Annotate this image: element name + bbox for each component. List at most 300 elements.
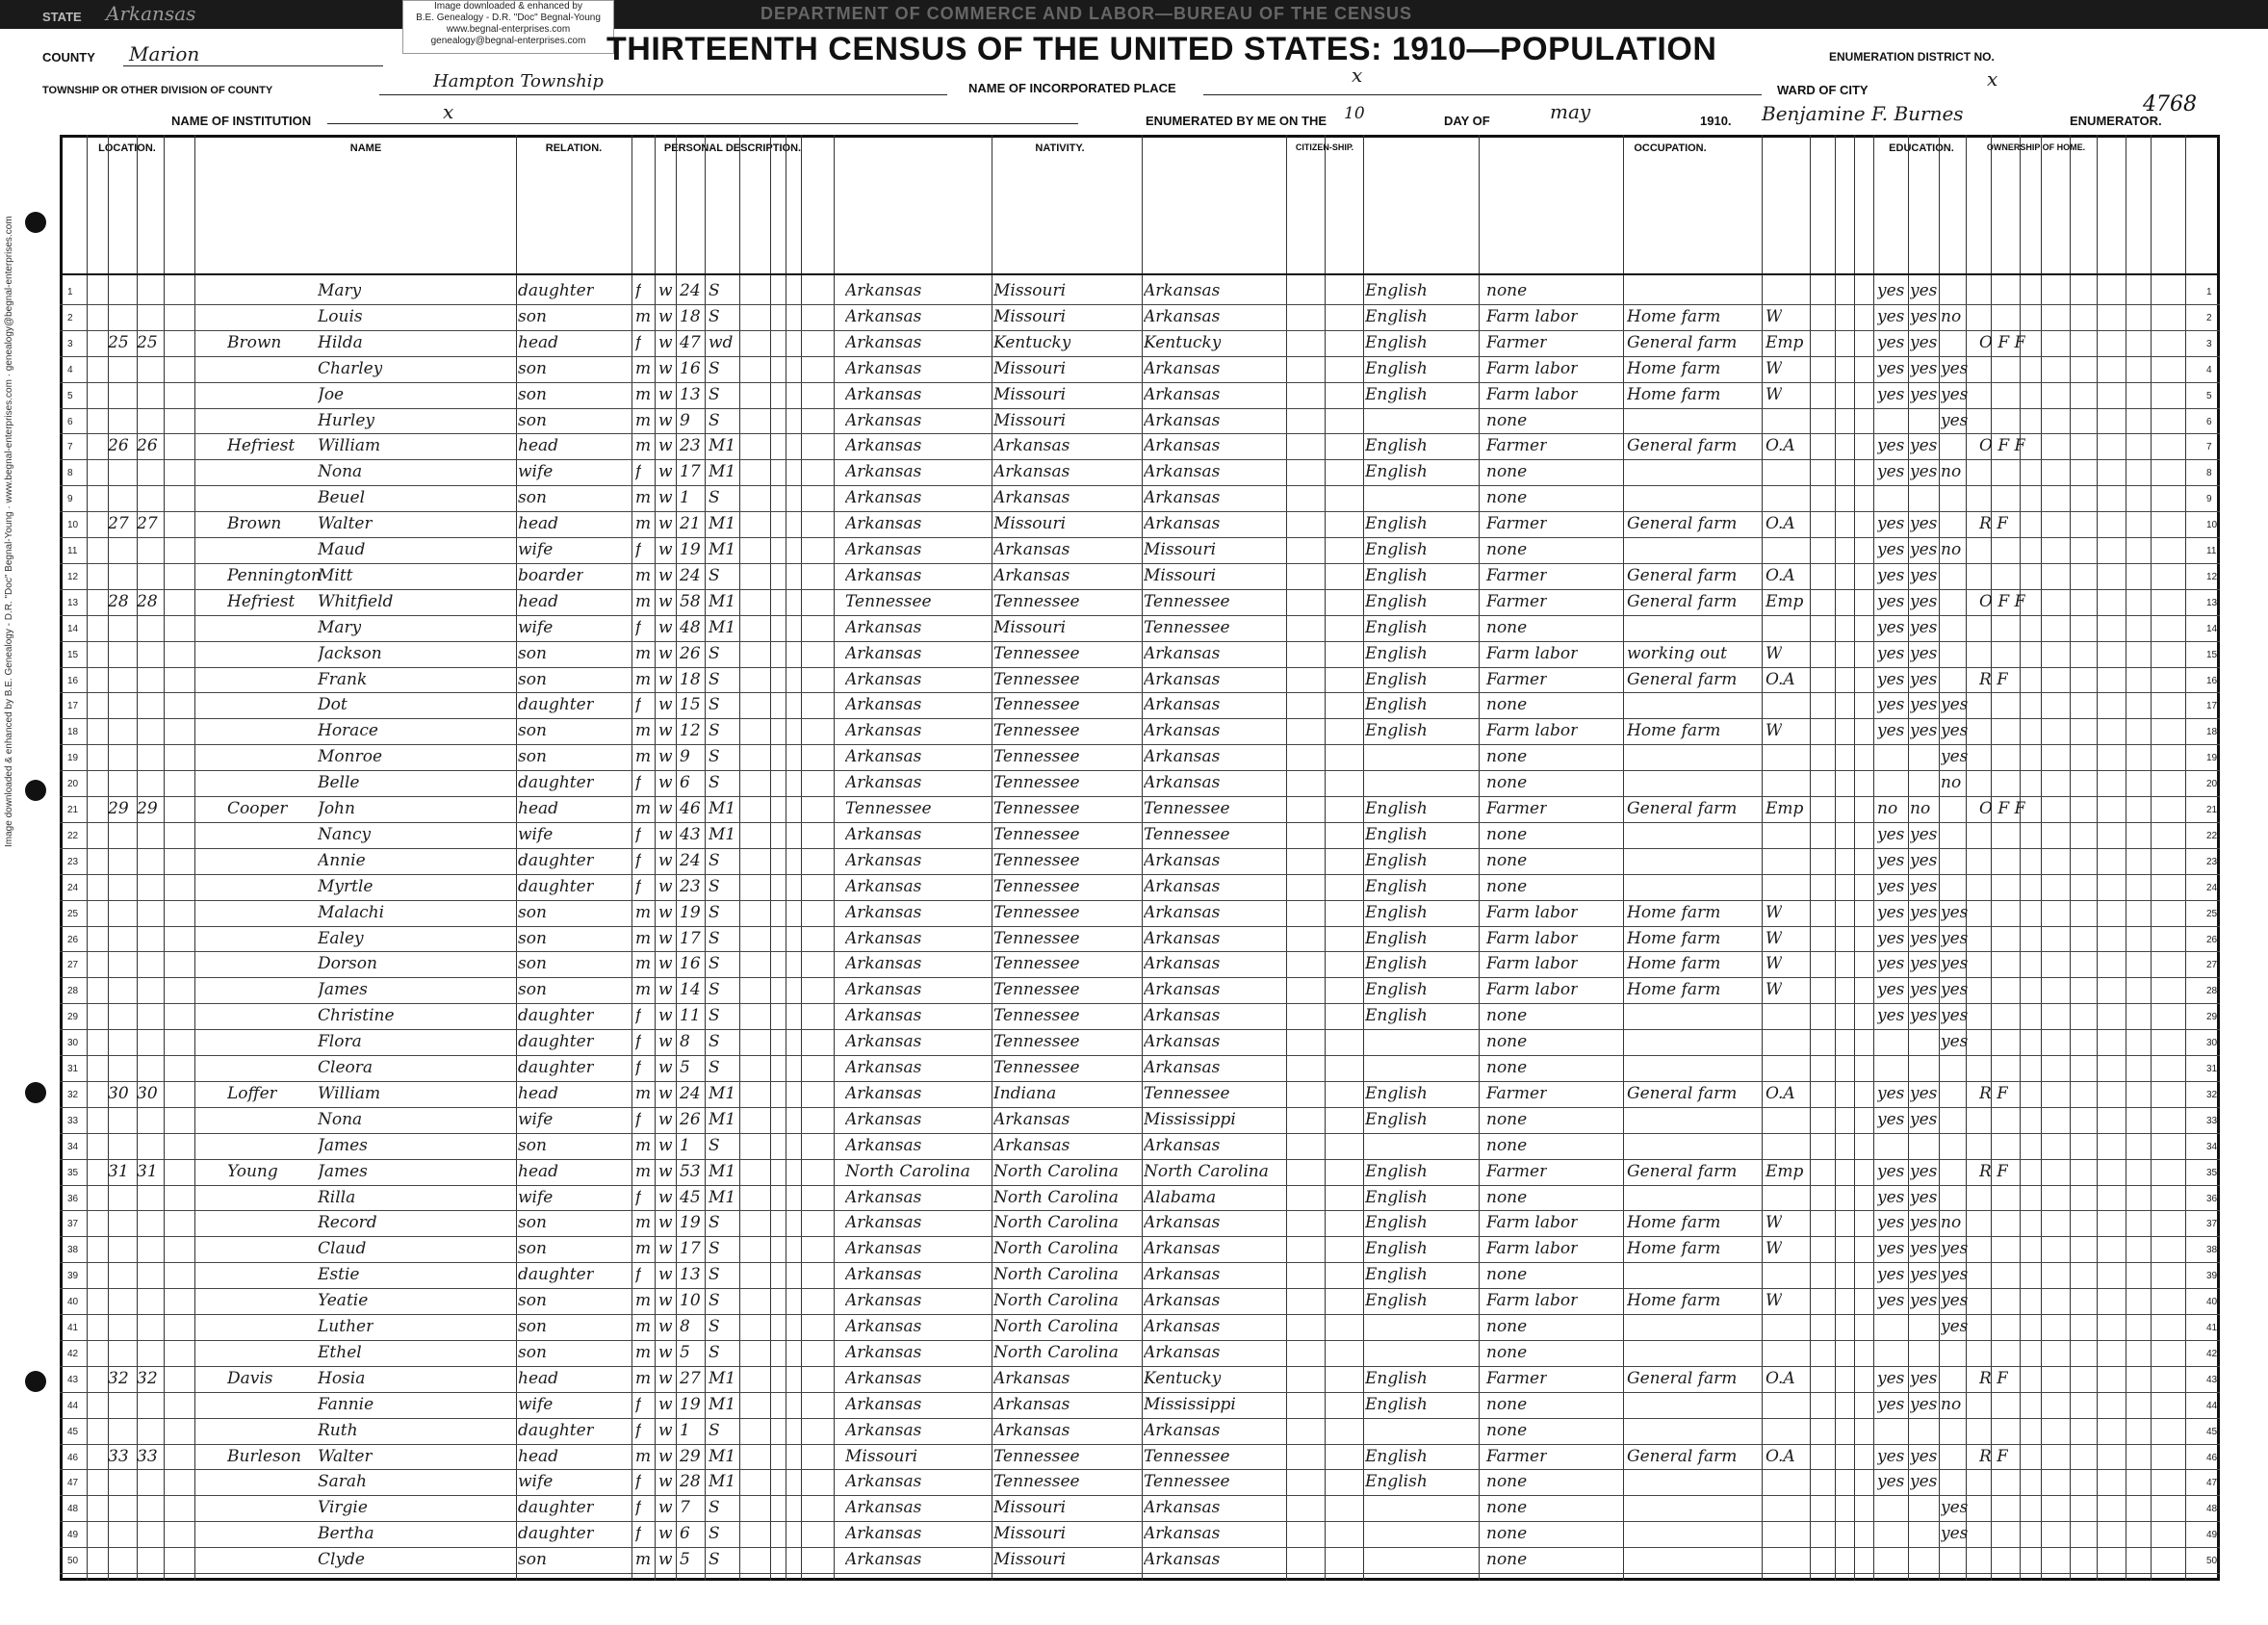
row-number-right: 21 <box>2206 805 2218 815</box>
cell-rel: son <box>518 928 547 948</box>
row-number: 41 <box>67 1323 79 1333</box>
cell-rel: boarder <box>518 565 584 585</box>
cell-trade: Farm labor <box>1486 1239 1579 1259</box>
cell-sex: m <box>635 1342 652 1362</box>
row-number: 37 <box>67 1219 79 1230</box>
cell-fbp: Tennessee <box>993 695 1080 715</box>
cell-bp: Arkansas <box>845 281 922 300</box>
cell-trade: Farmer <box>1486 332 1548 352</box>
cell-rel: son <box>518 1135 547 1155</box>
cell-wr: yes <box>1910 721 1938 741</box>
cell-age: 16 <box>680 358 701 378</box>
department-heading: DEPARTMENT OF COMMERCE AND LABOR—BUREAU OF THE CENSUS <box>760 4 1412 23</box>
cell-ms: S <box>709 410 720 430</box>
cell-rel: daughter <box>518 1265 594 1285</box>
cell-giv: Belle <box>318 773 360 793</box>
cell-ind: General farm <box>1627 1368 1738 1388</box>
cell-ind: Home farm <box>1627 306 1721 326</box>
cell-sex: f <box>635 1109 642 1129</box>
credit-line: genealogy@begnal-enterprises.com <box>430 36 586 46</box>
row-number-right: 19 <box>2206 753 2218 764</box>
cell-fbp: Tennessee <box>993 824 1080 844</box>
cell-race: w <box>658 1187 673 1207</box>
cell-emp: Emp <box>1765 799 1804 818</box>
row-number-right: 18 <box>2206 727 2218 738</box>
cell-sex: m <box>635 1135 652 1155</box>
cell-bp: Arkansas <box>845 1032 922 1052</box>
cell-ms: M1 <box>709 1368 736 1388</box>
cell-race: w <box>658 721 673 741</box>
cell-ms: M1 <box>709 462 736 482</box>
cell-sex: f <box>635 695 642 715</box>
row-number: 47 <box>67 1478 79 1489</box>
cell-mbp: Kentucky <box>1144 332 1222 352</box>
cell-ms: S <box>709 980 720 1000</box>
cell-trade: none <box>1486 1317 1528 1336</box>
cell-bp: Arkansas <box>845 540 922 559</box>
cell-mbp: Arkansas <box>1144 1135 1221 1155</box>
cell-wr: yes <box>1910 1291 1938 1311</box>
cell-rel: son <box>518 1550 547 1570</box>
cell-age: 24 <box>680 565 701 585</box>
cell-lang: English <box>1365 1368 1428 1388</box>
cell-lang: English <box>1365 1109 1428 1129</box>
cell-ind: General farm <box>1627 565 1738 585</box>
cell-giv: Horace <box>318 721 378 741</box>
row-number: 25 <box>67 908 79 919</box>
table-row <box>60 1367 2220 1392</box>
cell-giv: James <box>318 1161 368 1181</box>
cell-fbp: North Carolina <box>993 1161 1119 1181</box>
cell-giv: Monroe <box>318 747 383 767</box>
cell-bp: Arkansas <box>845 1394 922 1414</box>
cell-wr: yes <box>1910 565 1938 585</box>
cell-rel: son <box>518 669 547 689</box>
cell-sex: m <box>635 565 652 585</box>
row-number: 30 <box>67 1038 79 1049</box>
cell-lang: English <box>1365 695 1428 715</box>
cell-ind: working out <box>1627 643 1727 663</box>
cell-sex: m <box>635 384 652 404</box>
cell-trade: Farmer <box>1486 514 1548 534</box>
cell-rel: head <box>518 1368 559 1388</box>
cell-bp: Arkansas <box>845 928 922 948</box>
cell-sch: yes <box>1941 1239 1969 1259</box>
cell-ms: S <box>709 954 720 974</box>
row-number: 7 <box>67 442 73 453</box>
cell-emp: O.A <box>1765 1446 1795 1466</box>
cell-emp: W <box>1765 1213 1783 1233</box>
cell-age: 19 <box>680 1394 701 1414</box>
cell-race: w <box>658 1342 673 1362</box>
row-number-right: 3 <box>2206 338 2212 349</box>
cell-trade: none <box>1486 850 1528 870</box>
cell-trade: Farmer <box>1486 799 1548 818</box>
cell-giv: Walter <box>318 1446 373 1466</box>
row-number: 23 <box>67 856 79 867</box>
cell-own: O F F <box>1979 332 2026 352</box>
cell-giv: Bertha <box>318 1524 374 1544</box>
cell-sex: f <box>635 876 642 896</box>
cell-age: 1 <box>680 1135 690 1155</box>
cell-race: w <box>658 643 673 663</box>
cell-mbp: Arkansas <box>1144 1524 1221 1544</box>
cell-trade: Farm labor <box>1486 980 1579 1000</box>
cell-sex: f <box>635 1032 642 1052</box>
cell-sex: m <box>635 902 652 922</box>
row-number: 27 <box>67 960 79 971</box>
cell-rel: wife <box>518 540 554 559</box>
cell-rel: son <box>518 488 547 508</box>
cell-mbp: Tennessee <box>1144 1083 1230 1103</box>
cell-sex: f <box>635 540 642 559</box>
cell-bp: Arkansas <box>845 617 922 637</box>
cell-sch: yes <box>1941 1317 1969 1336</box>
cell-giv: Ethel <box>318 1342 362 1362</box>
cell-sch: yes <box>1941 980 1969 1000</box>
cell-bp: Arkansas <box>845 1006 922 1026</box>
table-row <box>60 1082 2220 1107</box>
cell-rd: yes <box>1877 954 1905 974</box>
cell-ind: Home farm <box>1627 1239 1721 1259</box>
row-number-right: 2 <box>2206 312 2212 323</box>
cell-mbp: Arkansas <box>1144 410 1221 430</box>
cell-sex: m <box>635 1368 652 1388</box>
cell-wr: yes <box>1910 306 1938 326</box>
cell-bp: Arkansas <box>845 1368 922 1388</box>
row-number: 42 <box>67 1348 79 1359</box>
cell-giv: Nona <box>318 1109 363 1129</box>
cell-rd: yes <box>1877 850 1905 870</box>
cell-ind: General farm <box>1627 1083 1738 1103</box>
table-row <box>60 642 2220 667</box>
cell-emp: W <box>1765 721 1783 741</box>
cell-ms: S <box>709 669 720 689</box>
cell-giv: Annie <box>318 850 366 870</box>
cell-ms: M1 <box>709 1394 736 1414</box>
cell-ind: Home farm <box>1627 928 1721 948</box>
group-nativity: NATIVITY. <box>1035 142 1085 154</box>
cell-giv: Malachi <box>318 902 385 922</box>
cell-trade: none <box>1486 1550 1528 1570</box>
cell-giv: Myrtle <box>318 876 374 896</box>
cell-rel: head <box>518 436 559 456</box>
cell-rel: daughter <box>518 876 594 896</box>
cell-sex: f <box>635 1394 642 1414</box>
row-number: 28 <box>67 986 79 997</box>
cell-wr: yes <box>1910 1265 1938 1285</box>
cell-lang: English <box>1365 876 1428 896</box>
cell-fa: 27 <box>137 514 158 534</box>
cell-wr: yes <box>1910 850 1938 870</box>
cell-rel: head <box>518 514 559 534</box>
cell-fbp: Tennessee <box>993 1032 1080 1052</box>
table-row <box>60 1263 2220 1288</box>
cell-ms: S <box>709 384 720 404</box>
punch-hole <box>25 1371 46 1392</box>
cell-trade: Farmer <box>1486 1083 1548 1103</box>
cell-age: 58 <box>680 591 701 611</box>
cell-ind: General farm <box>1627 436 1738 456</box>
cell-rel: son <box>518 1317 547 1336</box>
cell-age: 28 <box>680 1472 701 1492</box>
cell-rel: wife <box>518 462 554 482</box>
row-number: 20 <box>67 779 79 790</box>
cell-ms: S <box>709 1239 720 1259</box>
cell-ms: S <box>709 643 720 663</box>
row-number-right: 42 <box>2206 1348 2218 1359</box>
cell-mbp: North Carolina <box>1144 1161 1269 1181</box>
cell-trade: none <box>1486 1498 1528 1518</box>
cell-giv: Clyde <box>318 1550 365 1570</box>
cell-rel: son <box>518 1239 547 1259</box>
cell-fbp: Arkansas <box>993 436 1070 456</box>
cell-sex: f <box>635 824 642 844</box>
cell-trade: Farm labor <box>1486 643 1579 663</box>
cell-sch: yes <box>1941 1032 1969 1052</box>
cell-lang: English <box>1365 1187 1428 1207</box>
cell-ms: S <box>709 1265 720 1285</box>
cell-age: 48 <box>680 617 701 637</box>
cell-fbp: Tennessee <box>993 747 1080 767</box>
cell-lang: English <box>1365 799 1428 818</box>
cell-trade: none <box>1486 1420 1528 1440</box>
cell-wr: yes <box>1910 1239 1938 1259</box>
cell-fbp: North Carolina <box>993 1342 1119 1362</box>
cell-rd: yes <box>1877 695 1905 715</box>
row-number: 29 <box>67 1012 79 1023</box>
cell-dw: 32 <box>108 1368 129 1388</box>
cell-mbp: Arkansas <box>1144 462 1221 482</box>
cell-race: w <box>658 358 673 378</box>
cell-fa: 32 <box>137 1368 158 1388</box>
cell-giv: William <box>318 1083 381 1103</box>
cell-race: w <box>658 850 673 870</box>
cell-ind: General farm <box>1627 1446 1738 1466</box>
cell-giv: Frank <box>318 669 368 689</box>
cell-trade: none <box>1486 1032 1528 1052</box>
cell-sur: Burleson <box>227 1446 301 1466</box>
cell-rel: head <box>518 799 559 818</box>
cell-sch: no <box>1941 540 1962 559</box>
row-number: 50 <box>67 1556 79 1567</box>
cell-sur: Hefriest <box>227 591 296 611</box>
row-number: 33 <box>67 1115 79 1126</box>
cell-giv: Whitfield <box>318 591 394 611</box>
cell-race: w <box>658 876 673 896</box>
cell-race: w <box>658 1109 673 1129</box>
cell-age: 24 <box>680 1083 701 1103</box>
day-of-label: DAY OF <box>1444 114 1490 128</box>
cell-ms: M1 <box>709 1187 736 1207</box>
row-number-right: 9 <box>2206 494 2212 505</box>
row-number-right: 44 <box>2206 1400 2218 1411</box>
cell-age: 19 <box>680 902 701 922</box>
cell-wr: yes <box>1910 1161 1938 1181</box>
credit-line: B.E. Genealogy - D.R. "Doc" Begnal-Young <box>416 13 601 23</box>
cell-race: w <box>658 1317 673 1336</box>
cell-lang: English <box>1365 591 1428 611</box>
cell-ms: S <box>709 876 720 896</box>
cell-lang: English <box>1365 462 1428 482</box>
cell-rel: son <box>518 1291 547 1311</box>
cell-ms: wd <box>709 332 734 352</box>
cell-fbp: Arkansas <box>993 565 1070 585</box>
cell-emp: W <box>1765 928 1783 948</box>
table-row <box>60 745 2220 770</box>
row-number-right: 27 <box>2206 960 2218 971</box>
cell-race: w <box>658 1498 673 1518</box>
cell-emp: W <box>1765 1239 1783 1259</box>
cell-rel: daughter <box>518 1524 594 1544</box>
cell-giv: Mitt <box>318 565 353 585</box>
cell-rel: head <box>518 1161 559 1181</box>
cell-bp: Arkansas <box>845 384 922 404</box>
cell-lang: English <box>1365 436 1428 456</box>
cell-trade: Farm labor <box>1486 902 1579 922</box>
cell-bp: Arkansas <box>845 1420 922 1440</box>
row-number-right: 28 <box>2206 986 2218 997</box>
cell-rel: head <box>518 1446 559 1466</box>
cell-rel: daughter <box>518 1058 594 1077</box>
cell-age: 17 <box>680 1239 701 1259</box>
cell-rel: wife <box>518 1109 554 1129</box>
institution-label: NAME OF INSTITUTION <box>171 114 312 128</box>
cell-trade: Farm labor <box>1486 954 1579 974</box>
cell-mbp: Arkansas <box>1144 1239 1221 1259</box>
cell-rd: yes <box>1877 876 1905 896</box>
row-number-right: 16 <box>2206 675 2218 686</box>
ward-value: x <box>1987 67 1998 90</box>
cell-trade: Farm labor <box>1486 928 1579 948</box>
cell-bp: Arkansas <box>845 773 922 793</box>
cell-rd: yes <box>1877 358 1905 378</box>
cell-race: w <box>658 954 673 974</box>
cell-age: 18 <box>680 669 701 689</box>
cell-lang: English <box>1365 902 1428 922</box>
row-number-right: 17 <box>2206 701 2218 712</box>
cell-bp: Arkansas <box>845 695 922 715</box>
cell-age: 8 <box>680 1032 690 1052</box>
cell-mbp: Tennessee <box>1144 824 1230 844</box>
cell-race: w <box>658 591 673 611</box>
cell-wr: yes <box>1910 1394 1938 1414</box>
cell-rel: son <box>518 384 547 404</box>
cell-wr: yes <box>1910 281 1938 300</box>
cell-sur: Brown <box>227 514 282 534</box>
cell-sch: no <box>1941 462 1962 482</box>
row-rule <box>60 1573 2220 1574</box>
row-number-right: 34 <box>2206 1141 2218 1152</box>
cell-race: w <box>658 565 673 585</box>
cell-rd: yes <box>1877 1213 1905 1233</box>
cell-mbp: Arkansas <box>1144 281 1221 300</box>
cell-mbp: Arkansas <box>1144 876 1221 896</box>
cell-trade: Farm labor <box>1486 358 1579 378</box>
cell-bp: Arkansas <box>845 1265 922 1285</box>
cell-lang: English <box>1365 1394 1428 1414</box>
cell-race: w <box>658 747 673 767</box>
row-number: 36 <box>67 1193 79 1204</box>
table-row <box>60 1393 2220 1418</box>
cell-age: 23 <box>680 436 701 456</box>
row-number: 11 <box>67 546 78 556</box>
cell-sch: yes <box>1941 1498 1969 1518</box>
group-name: NAME <box>349 142 382 154</box>
cell-fbp: Tennessee <box>993 1058 1080 1077</box>
cell-bp: Arkansas <box>845 1083 922 1103</box>
cell-rd: yes <box>1877 565 1905 585</box>
cell-rel: wife <box>518 1394 554 1414</box>
row-number-right: 45 <box>2206 1426 2218 1437</box>
cell-race: w <box>658 332 673 352</box>
state-label: STATE <box>42 10 82 24</box>
cell-wr: yes <box>1910 695 1938 715</box>
cell-mbp: Arkansas <box>1144 850 1221 870</box>
cell-mbp: Tennessee <box>1144 1472 1230 1492</box>
table-row <box>60 771 2220 796</box>
cell-ind: Home farm <box>1627 954 1721 974</box>
cell-mbp: Arkansas <box>1144 436 1221 456</box>
cell-sch: yes <box>1941 1006 1969 1026</box>
cell-ms: S <box>709 306 720 326</box>
cell-mbp: Arkansas <box>1144 358 1221 378</box>
row-number-right: 39 <box>2206 1271 2218 1282</box>
table-row <box>60 383 2220 408</box>
cell-race: w <box>658 1394 673 1414</box>
cell-emp: W <box>1765 306 1783 326</box>
cell-mbp: Mississippi <box>1144 1394 1236 1414</box>
cell-giv: Dot <box>318 695 348 715</box>
cell-fbp: Tennessee <box>993 928 1080 948</box>
cell-bp: Arkansas <box>845 1498 922 1518</box>
cell-wr: no <box>1910 799 1931 818</box>
cell-age: 1 <box>680 1420 690 1440</box>
cell-emp: Emp <box>1765 332 1804 352</box>
cell-sex: m <box>635 358 652 378</box>
cell-race: w <box>658 902 673 922</box>
cell-fbp: Tennessee <box>993 876 1080 896</box>
cell-lang: English <box>1365 1265 1428 1285</box>
table-row <box>60 590 2220 615</box>
cell-mbp: Arkansas <box>1144 1342 1221 1362</box>
group-location: LOCATION. <box>98 142 156 154</box>
cell-sex: f <box>635 773 642 793</box>
cell-emp: W <box>1765 358 1783 378</box>
cell-race: w <box>658 695 673 715</box>
cell-trade: Farm labor <box>1486 1291 1579 1311</box>
cell-bp: Arkansas <box>845 1187 922 1207</box>
cell-mbp: Tennessee <box>1144 799 1230 818</box>
cell-giv: Nona <box>318 462 363 482</box>
row-number: 24 <box>67 882 79 893</box>
cell-lang: English <box>1365 1083 1428 1103</box>
cell-fbp: North Carolina <box>993 1213 1119 1233</box>
township-label: TOWNSHIP OR OTHER DIVISION OF COUNTY <box>42 85 273 96</box>
cell-rel: son <box>518 410 547 430</box>
row-number-right: 13 <box>2206 597 2218 608</box>
cell-fbp: Missouri <box>993 306 1067 326</box>
cell-sex: m <box>635 669 652 689</box>
cell-wr: yes <box>1910 1083 1938 1103</box>
cell-lang: English <box>1365 1006 1428 1026</box>
cell-age: 7 <box>680 1498 690 1518</box>
table-row <box>60 279 2220 304</box>
cell-lang: English <box>1365 1239 1428 1259</box>
cell-own: R F <box>1979 669 2008 689</box>
cell-sex: m <box>635 1213 652 1233</box>
cell-giv: Luther <box>318 1317 374 1336</box>
